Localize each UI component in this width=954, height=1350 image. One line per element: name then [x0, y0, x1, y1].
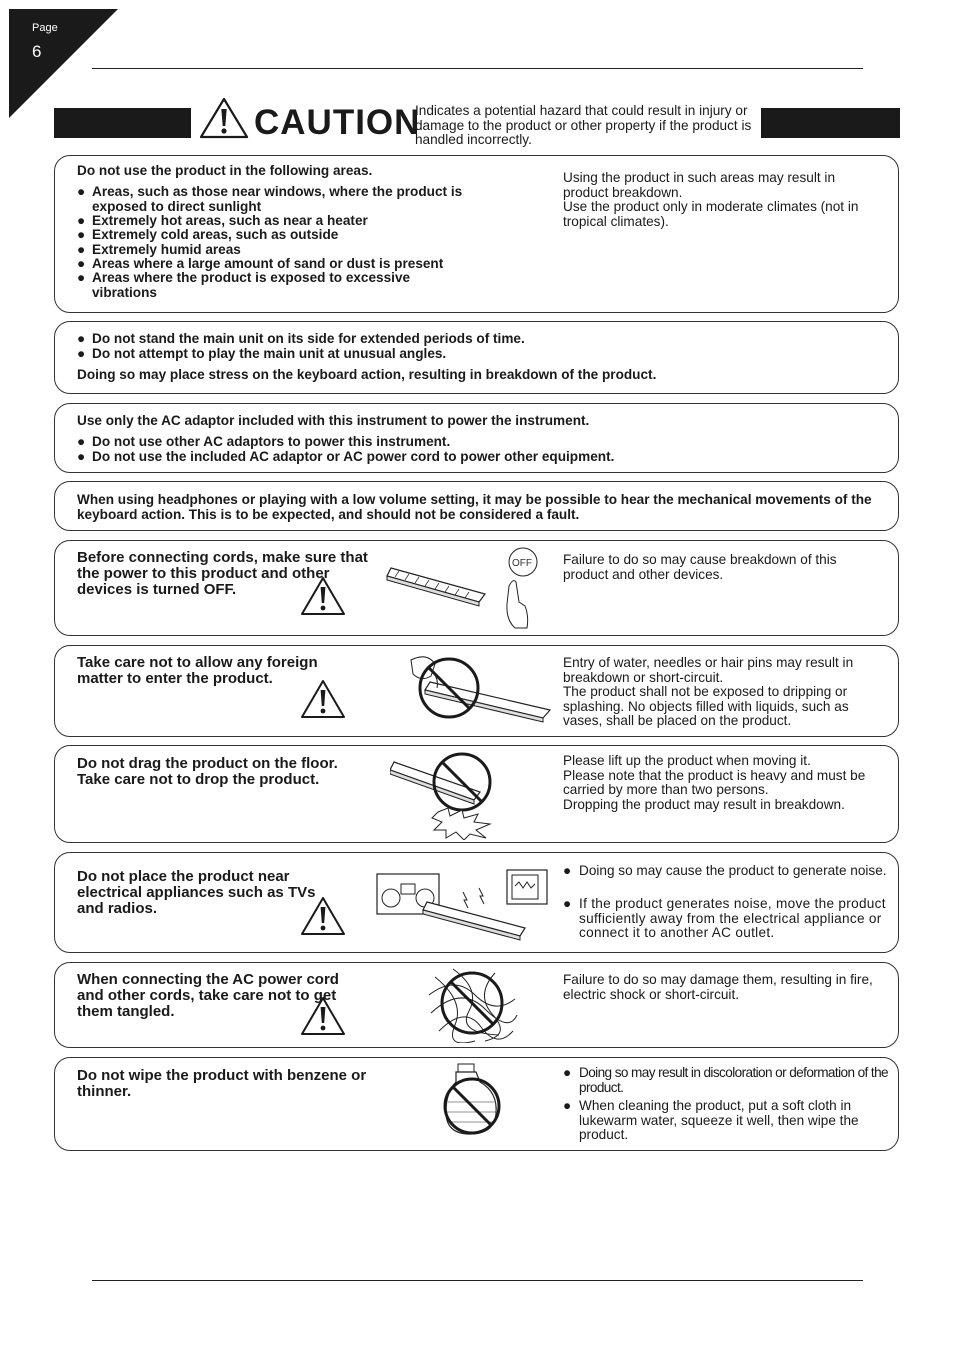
box1-bullet: ● Areas where a large amount of sand or dust is present	[77, 256, 444, 271]
page-label: Page	[32, 22, 58, 34]
box1-bullet: ● Extremely cold areas, such as outside	[77, 227, 339, 242]
tangled-cords-prohibited-illustration	[425, 965, 520, 1043]
box2-footer: Doing so may place stress on the keyboard action, resulting in breakdown of the product.	[77, 367, 657, 382]
warning-triangle-icon	[300, 896, 346, 936]
box3-bullet: ● Do not use the included AC adaptor or AC power cord to power other equipment.	[77, 449, 615, 464]
box4-text: When using headphones or playing with a low volume setting, it may be possible to hear the mechanical movements of the keyboard action. This is to be expected, and should not be considered a fault.	[77, 492, 872, 522]
box1-heading: Do not use the product in the following areas.	[77, 163, 373, 178]
benzene-prohibited-illustration	[440, 1062, 505, 1138]
box8-heading: Do not place the product near electrical appliances such as TVs and radios.	[77, 868, 316, 917]
box10-heading: Do not wipe the product with benzene or thinner.	[77, 1067, 367, 1100]
caution-bar-right	[761, 108, 900, 138]
box6-heading: Take care not to allow any foreign matter to enter the product.	[77, 654, 318, 687]
box10-bullet: ● When cleaning the product, put a soft cloth in lukewarm water, squeeze it well, then wipe the product.	[563, 1098, 859, 1142]
caution-bar-left	[54, 108, 191, 138]
box8-bullet: ● Doing so may cause the product to generate noise.	[563, 863, 887, 878]
page-number: 6	[32, 42, 42, 61]
box5-note: Failure to do so may cause breakdown of this product and other devices.	[563, 552, 837, 582]
box7-heading: Do not drag the product on the floor. Take care not to drop the product.	[77, 755, 338, 788]
box8-bullet: ● If the product generates noise, move the product sufficiently away from the electrical appliance or connect it to another AC outlet.	[563, 896, 886, 940]
top-rule	[92, 68, 863, 69]
box2-bullet: ● Do not stand the main unit on its side for extended periods of time.	[77, 331, 525, 346]
off-label: OFF	[512, 558, 532, 569]
box5-heading: Before connecting cords, make sure that the power to this product and other devices is turned OFF.	[77, 549, 368, 598]
drop-prohibited-illustration	[390, 750, 530, 840]
box1-bullet: ● Areas, such as those near windows, where the product is exposed to direct sunlight	[77, 184, 463, 214]
box9-heading: When connecting the AC power cord and other cords, take care not to get them tangled.	[77, 971, 339, 1020]
box6-note: Entry of water, needles or hair pins may result in breakdown or short-circuit. The product shall not be exposed to dripping or splashing. No objects filled with liquids, such as vases, shall be placed on the product.	[563, 655, 854, 728]
tv-radio-illustration	[375, 858, 555, 948]
keyboard-power-off-illustration	[385, 546, 540, 630]
warning-triangle-icon	[300, 996, 346, 1036]
box1-bullet: ● Areas where the product is exposed to excessive vibrations	[77, 270, 411, 300]
page-corner-tab	[0, 0, 118, 118]
box9-note: Failure to do so may damage them, resulting in fire, electric shock or short-circuit.	[563, 972, 873, 1002]
box7-note: Please lift up the product when moving it. Please note that the product is heavy and must be carried by more than two persons. Dropping the product may result in breakdown.	[563, 753, 866, 812]
liquid-spill-prohibited-illustration	[405, 652, 555, 732]
caution-description: Indicates a potential hazard that could result in injury or damage to the product or other property if the product is handled incorrectly.	[415, 103, 752, 147]
box1-bullet: ● Extremely humid areas	[77, 242, 241, 257]
box10-bullet: ● Doing so may result in discoloration or deformation of the product.	[563, 1065, 888, 1095]
box3-bullet: ● Do not use other AC adaptors to power this instrument.	[77, 434, 451, 449]
warning-triangle-icon	[199, 97, 249, 139]
box2-bullet: ● Do not attempt to play the main unit at unusual angles.	[77, 346, 447, 361]
box1-bullet: ● Extremely hot areas, such as near a heater	[77, 213, 368, 228]
box1-note: Using the product in such areas may result in product breakdown. Use the product only in moderate climates (not in tropical climates).	[563, 170, 859, 229]
box3-heading: Use only the AC adaptor included with this instrument to power the instrument.	[77, 413, 590, 428]
warning-triangle-icon	[300, 679, 346, 719]
bottom-rule	[92, 1280, 863, 1281]
caution-title: CAUTION	[254, 103, 421, 142]
warning-triangle-icon	[300, 576, 346, 616]
